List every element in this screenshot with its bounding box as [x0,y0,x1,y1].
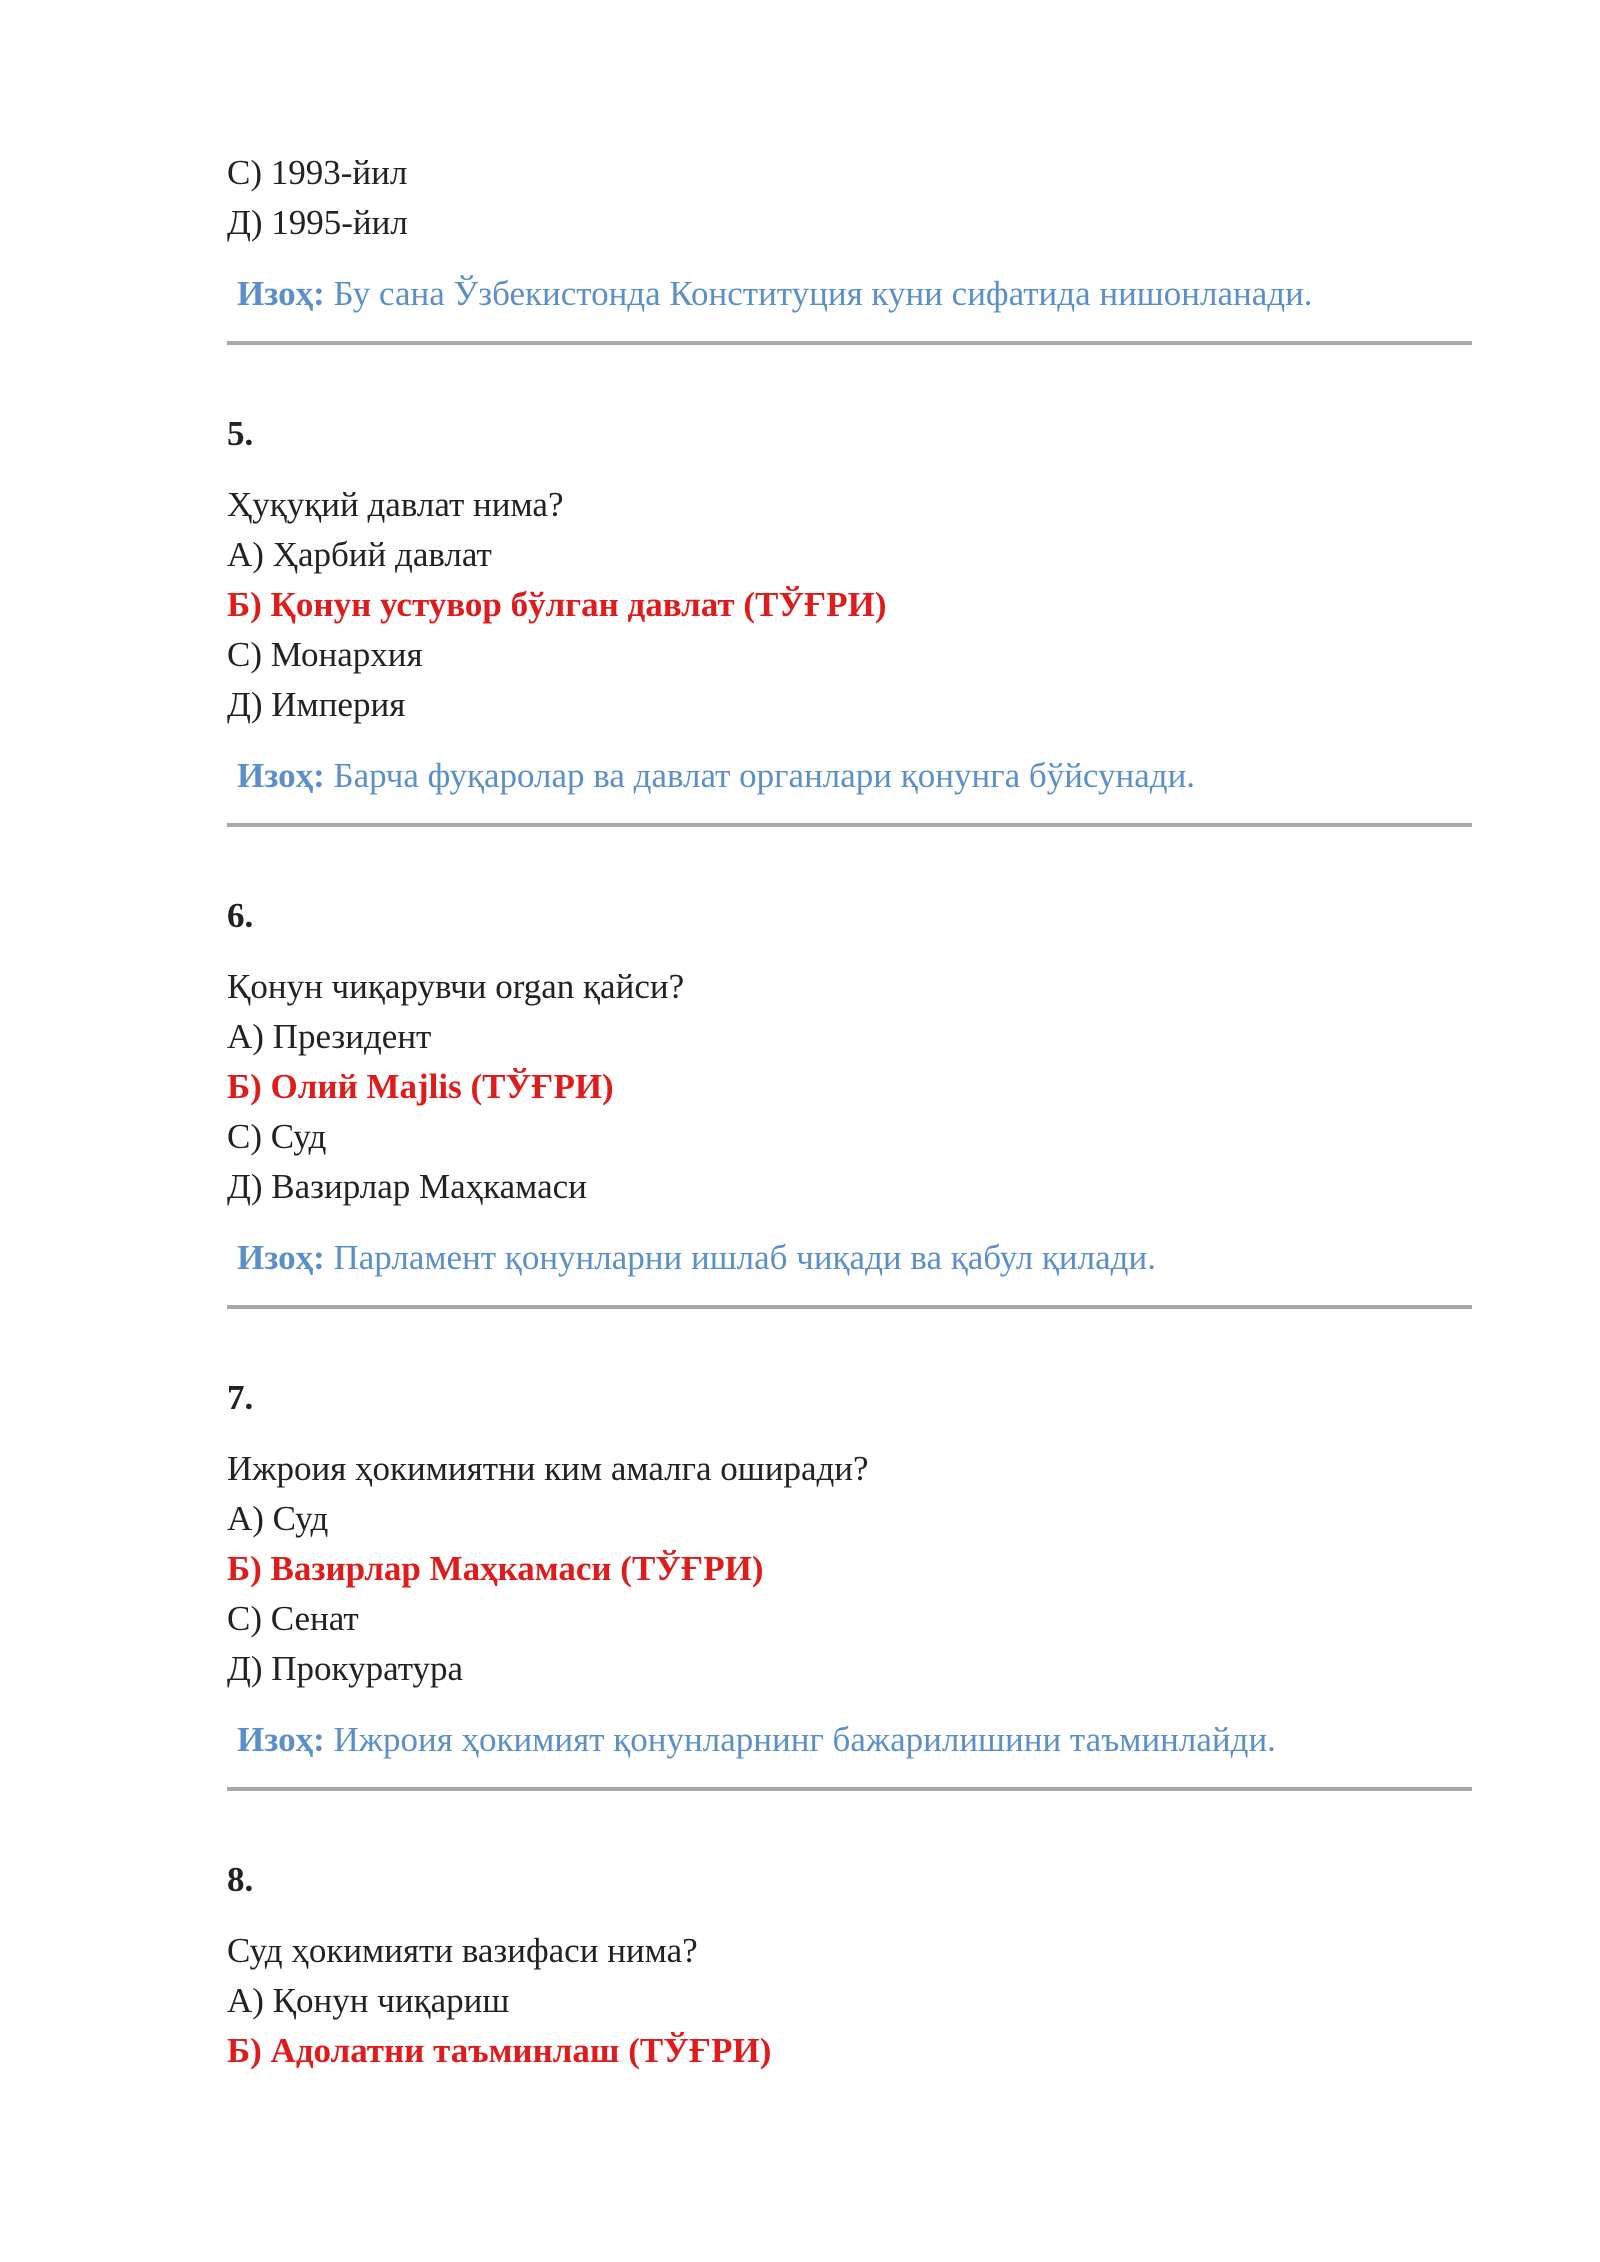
question-4-tail [227,148,1472,345]
question-5 [227,409,1472,827]
explanation-note [227,1715,1472,1765]
question-8 [227,1855,1472,2076]
separator [227,1787,1472,1791]
option-c: С) Монархия [227,635,423,674]
question-7 [227,1373,1472,1791]
option-c: С) 1993-йил [227,153,408,192]
option-c: С) Сенат [227,1599,359,1638]
explanation-note [227,751,1472,801]
separator [227,341,1472,345]
document-page [227,148,1472,2076]
separator [227,1305,1472,1309]
question-text: Ҳуқуқий давлат нима? [227,485,564,524]
note-text: Бу сана Ўзбекистонда Конституция куни сифатида нишонланади. [333,274,1313,313]
note-label: Изоҳ: [237,1238,325,1277]
option-a: А) Суд [227,1499,329,1538]
question-number: 8. [227,1860,254,1899]
option-a: А) Қонун чиқариш [227,1981,510,2020]
explanation-note [227,269,1472,319]
note-text: Парламент қонунларни ишлаб чиқади ва қабул қилади. [333,1238,1156,1277]
option-c: С) Суд [227,1117,327,1156]
option-b-correct: Б) Вазирлар Маҳкамаси (ТЎҒРИ) [227,1549,764,1588]
option-a: А) Ҳарбий давлат [227,535,492,574]
note-text: Ижроия ҳокимият қонунларнинг бажарилишини таъминлайди. [333,1720,1276,1759]
question-text: Суд ҳокимияти вазифаси нима? [227,1931,698,1970]
option-a: А) Президент [227,1017,432,1056]
option-d: Д) Империя [227,685,406,724]
option-b-correct: Б) Адолатни таъминлаш (ТЎҒРИ) [227,2031,772,2070]
option-d: Д) Вазирлар Маҳкамаси [227,1167,587,1206]
option-d: Д) 1995-йил [227,203,408,242]
option-b-correct: Б) Олий Majlis (ТЎҒРИ) [227,1067,614,1106]
option-d: Д) Прокуратура [227,1649,464,1688]
explanation-note [227,1233,1472,1283]
note-label: Изоҳ: [237,1720,325,1759]
note-label: Изоҳ: [237,274,325,313]
question-number: 5. [227,414,254,453]
question-text: Ижроия ҳокимиятни ким амалга оширади? [227,1449,869,1488]
separator [227,823,1472,827]
question-6 [227,891,1472,1309]
note-text: Барча фуқаролар ва давлат органлари қонунга бўйсунади. [333,756,1196,795]
option-b-correct: Б) Қонун устувор бўлган давлат (ТЎҒРИ) [227,585,887,624]
question-number: 7. [227,1378,254,1417]
note-label: Изоҳ: [237,756,325,795]
question-text: Қонун чиқарувчи organ қайси? [227,967,685,1006]
question-number: 6. [227,896,254,935]
